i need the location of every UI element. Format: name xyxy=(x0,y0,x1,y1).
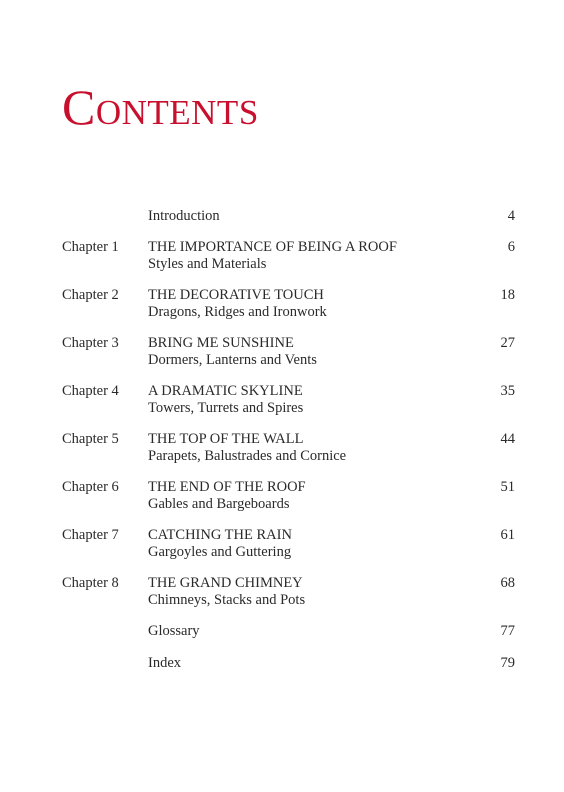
chapter-label: Chapter 2 xyxy=(62,287,119,303)
chapter-label: Chapter 5 xyxy=(62,431,119,447)
page-number: 6 xyxy=(507,239,515,255)
chapter-label: Chapter 6 xyxy=(62,479,119,495)
entry-subtitle: Dormers, Lanterns and Vents xyxy=(148,352,317,368)
page-number: 27 xyxy=(500,335,515,351)
entry-subtitle: Parapets, Balustrades and Cornice xyxy=(148,448,347,464)
chapter-label: Chapter 8 xyxy=(62,575,119,591)
page-number: 51 xyxy=(500,479,515,495)
page-number: 61 xyxy=(500,527,515,543)
chapter-label: Chapter 7 xyxy=(62,527,119,543)
entry-title: Index xyxy=(148,655,182,671)
chapter-label: Chapter 1 xyxy=(62,239,119,255)
entry-title: THE GRAND CHIMNEY xyxy=(148,575,303,591)
entry-subtitle: Styles and Materials xyxy=(148,256,267,272)
entry-subtitle: Towers, Turrets and Spires xyxy=(148,400,304,416)
entry-title: THE TOP OF THE WALL xyxy=(148,431,304,447)
page-number: 44 xyxy=(500,431,515,447)
chapter-label: Chapter 4 xyxy=(62,383,119,399)
page-number: 79 xyxy=(500,655,515,671)
entry-title: Glossary xyxy=(148,623,200,639)
page-number: 68 xyxy=(500,575,515,591)
page-number: 18 xyxy=(500,287,515,303)
entry-title: BRING ME SUNSHINE xyxy=(148,335,294,351)
entry-title: THE DECORATIVE TOUCH xyxy=(148,287,324,303)
page-number: 77 xyxy=(500,623,515,639)
entry-subtitle: Gables and Bargeboards xyxy=(148,496,290,512)
entry-title: THE END OF THE ROOF xyxy=(148,479,306,495)
page-title: Contents xyxy=(62,79,259,135)
entry-title: THE IMPORTANCE OF BEING A ROOF xyxy=(148,239,397,255)
entry-title: A DRAMATIC SKYLINE xyxy=(148,383,303,399)
entry-subtitle: Dragons, Ridges and Ironwork xyxy=(148,304,327,320)
entry-subtitle: Chimneys, Stacks and Pots xyxy=(148,592,306,608)
page-number: 35 xyxy=(500,383,515,399)
entry-title: Introduction xyxy=(148,208,220,224)
entry-title: CATCHING THE RAIN xyxy=(148,527,292,543)
page-number: 4 xyxy=(507,208,515,224)
chapter-label: Chapter 3 xyxy=(62,335,119,351)
entry-subtitle: Gargoyles and Guttering xyxy=(148,544,292,560)
